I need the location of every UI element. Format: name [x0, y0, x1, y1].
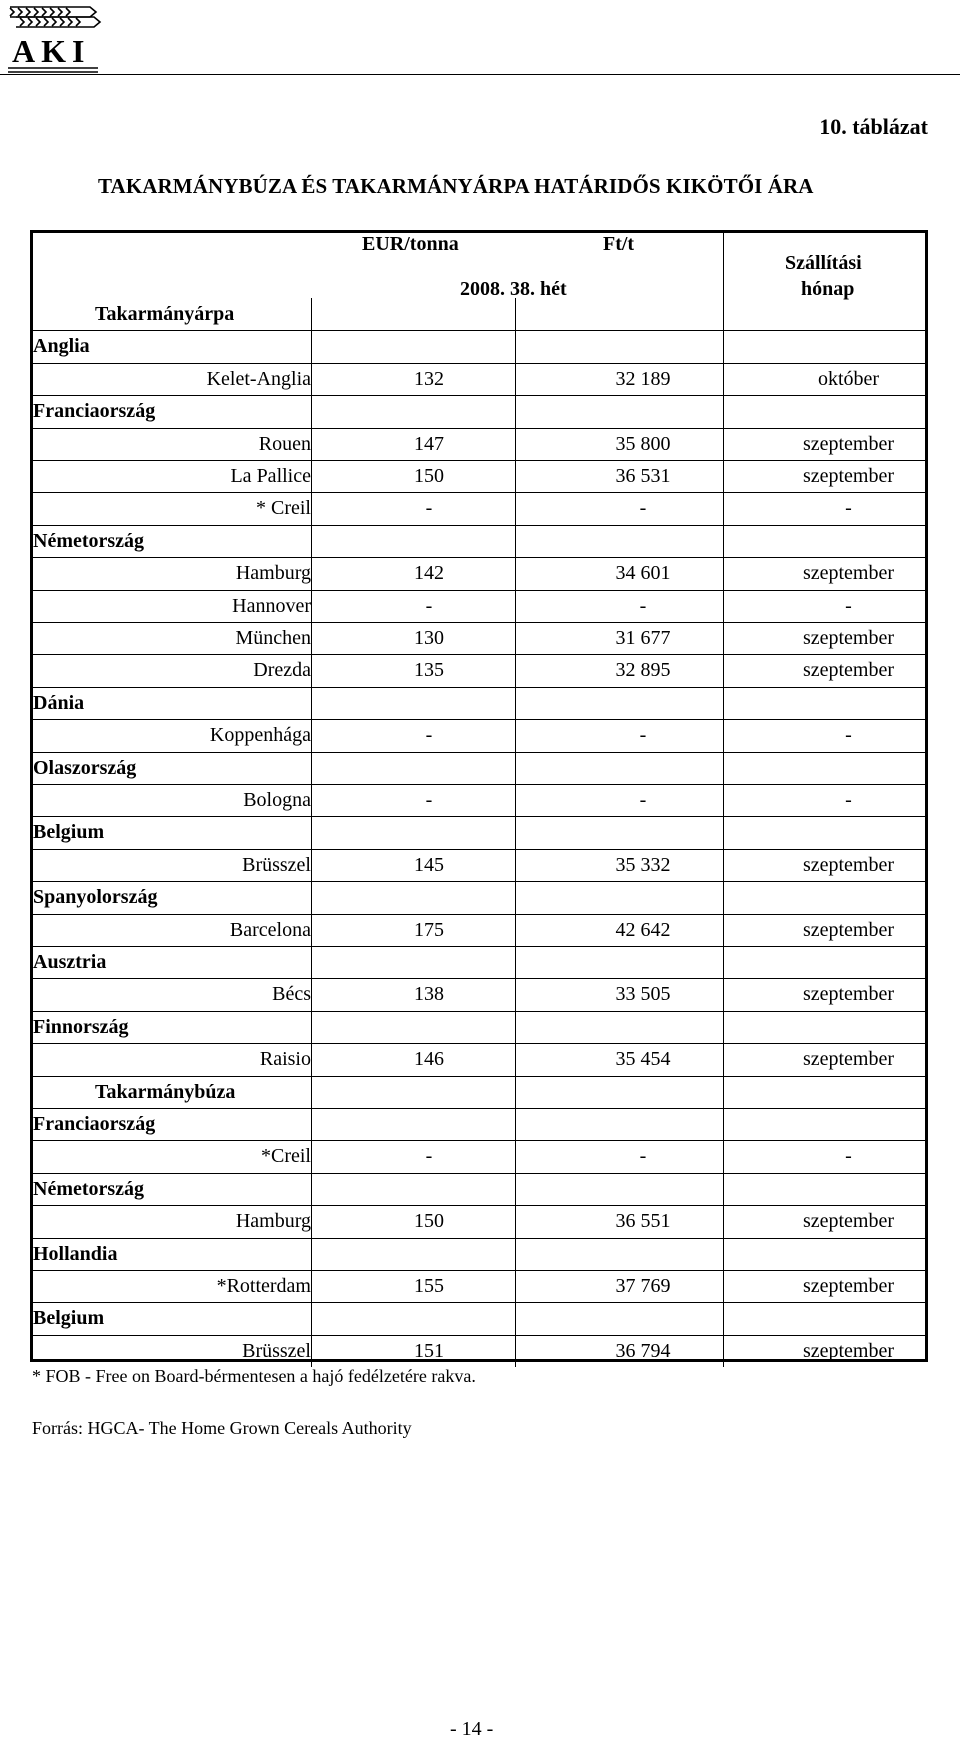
- table-row: [33, 590, 926, 622]
- price-ft: 31 677: [615, 627, 671, 649]
- column-divider: [311, 1076, 312, 1108]
- price-ft: 36 794: [615, 1339, 671, 1362]
- price-eur: 151: [414, 1339, 444, 1362]
- column-divider: [515, 1238, 516, 1270]
- country-label: Ausztria: [33, 951, 107, 973]
- country-label: Spanyolország: [33, 886, 158, 909]
- column-divider: [515, 978, 516, 1010]
- column-divider: [311, 492, 312, 524]
- port-city: Brüsszel: [242, 1339, 311, 1362]
- column-divider: [311, 719, 312, 751]
- row-divider: [33, 881, 926, 882]
- column-divider: [311, 622, 312, 654]
- table-row: [33, 784, 926, 816]
- price-eur: 150: [414, 465, 444, 487]
- price-eur: -: [425, 497, 433, 520]
- header-week: 2008. 38. hét: [460, 278, 567, 300]
- footnote: * FOB - Free on Board-bérmentesen a hajó fedélzetére rakva.: [32, 1366, 476, 1386]
- port-city: *Rotterdam: [216, 1275, 311, 1297]
- price-eur: -: [425, 1145, 433, 1168]
- column-divider: [723, 849, 724, 881]
- port-city: La Pallice: [230, 465, 311, 487]
- delivery-month: szeptember: [802, 853, 895, 876]
- port-city: Barcelona: [229, 918, 311, 941]
- column-divider: [723, 1011, 724, 1043]
- column-divider: [311, 1011, 312, 1043]
- country-label: Belgium: [33, 1307, 105, 1330]
- price-ft: -: [639, 789, 647, 811]
- price-ft: -: [639, 724, 647, 747]
- country-label: Olaszország: [33, 756, 137, 779]
- table-row: [33, 654, 926, 686]
- country-label: Franciaország: [33, 400, 156, 423]
- country-row: [33, 1238, 926, 1270]
- price-eur: 146: [414, 1048, 444, 1071]
- column-divider: [515, 525, 516, 557]
- column-divider: [311, 784, 312, 816]
- source-note: Forrás: HGCA- The Home Grown Cereals Authority: [32, 1418, 412, 1438]
- country-row: [33, 395, 926, 427]
- column-divider: [515, 557, 516, 589]
- column-divider: [311, 1140, 312, 1172]
- table-row: [33, 914, 926, 946]
- country-label: Franciaország: [33, 1113, 156, 1135]
- column-divider: [723, 1140, 724, 1172]
- delivery-month: szeptember: [802, 627, 895, 649]
- delivery-month: szeptember: [802, 1048, 895, 1071]
- column-divider: [515, 1205, 516, 1237]
- column-divider: [311, 1270, 312, 1302]
- column-divider: [311, 428, 312, 460]
- delivery-month: -: [845, 1145, 852, 1168]
- country-row: [33, 687, 926, 719]
- country-label: Hollandia: [33, 1242, 118, 1265]
- aki-logo: [2, 2, 112, 78]
- column-divider: [515, 330, 516, 362]
- price-ft: 35 800: [615, 432, 671, 455]
- delivery-month: szeptember: [802, 432, 895, 455]
- price-ft: 32 189: [615, 367, 671, 390]
- column-divider: [723, 298, 724, 330]
- price-eur: 130: [414, 627, 444, 649]
- table-row: [33, 1043, 926, 1075]
- column-divider: [515, 784, 516, 816]
- table-row: [33, 1205, 926, 1237]
- column-divider: [311, 1335, 312, 1367]
- column-divider: [311, 1238, 312, 1270]
- column-divider: [311, 460, 312, 492]
- column-divider: [515, 1270, 516, 1302]
- table-row: [33, 978, 926, 1010]
- price-ft: 36 551: [615, 1210, 671, 1233]
- delivery-month: szeptember: [802, 1339, 895, 1362]
- table-row: [33, 363, 926, 395]
- column-divider: [723, 1205, 724, 1237]
- table-row: [33, 492, 926, 524]
- column-divider: [311, 298, 312, 330]
- row-divider: [33, 1302, 926, 1303]
- delivery-month: szeptember: [802, 1210, 895, 1233]
- column-divider: [723, 395, 724, 427]
- column-divider: [515, 428, 516, 460]
- country-row: [33, 1302, 926, 1334]
- column-divider: [515, 881, 516, 913]
- port-city: Hannover: [232, 594, 311, 617]
- price-eur: 145: [414, 853, 444, 876]
- column-divider: [515, 654, 516, 686]
- port-city: Kelet-Anglia: [206, 367, 311, 390]
- column-divider: [311, 1173, 312, 1205]
- column-divider: [515, 1108, 516, 1140]
- price-eur: 132: [414, 367, 444, 390]
- column-divider: [515, 946, 516, 978]
- price-ft: -: [639, 497, 647, 520]
- country-row: [33, 881, 926, 913]
- page-title: TAKARMÁNYBÚZA ÉS TAKARMÁNYÁRPA HATÁRIDŐS KIKÖTŐI ÁRA: [98, 174, 814, 198]
- column-divider: [515, 492, 516, 524]
- price-ft: 35 454: [615, 1048, 671, 1071]
- country-label: Belgium: [33, 821, 105, 844]
- country-label: Finnország: [33, 1015, 129, 1038]
- port-city: Raisio: [259, 1048, 311, 1071]
- column-divider: [723, 525, 724, 557]
- column-divider: [723, 330, 724, 362]
- column-divider: [515, 1173, 516, 1205]
- row-divider: [33, 946, 926, 947]
- header-month-line1: Szállítási: [785, 252, 862, 274]
- column-divider: [723, 590, 724, 622]
- price-ft: 37 769: [615, 1275, 671, 1297]
- column-divider: [723, 428, 724, 460]
- country-label: Dánia: [33, 691, 85, 714]
- delivery-month: -: [845, 497, 852, 520]
- table-row: [33, 428, 926, 460]
- column-divider: [311, 590, 312, 622]
- column-divider: [723, 622, 724, 654]
- column-divider: [311, 1043, 312, 1075]
- price-eur: 150: [414, 1210, 444, 1233]
- column-divider: [723, 914, 724, 946]
- country-label: Németország: [33, 529, 145, 552]
- price-ft: -: [639, 594, 647, 617]
- column-divider: [723, 881, 724, 913]
- row-divider: [33, 1011, 926, 1012]
- column-divider: [311, 363, 312, 395]
- country-label: Anglia: [33, 335, 90, 358]
- column-divider: [723, 719, 724, 751]
- price-eur: -: [425, 789, 433, 811]
- column-divider: [723, 557, 724, 589]
- column-divider: [723, 1043, 724, 1075]
- price-eur: 147: [414, 432, 444, 455]
- price-ft: -: [639, 1145, 647, 1168]
- column-divider: [723, 687, 724, 719]
- delivery-month: szeptember: [802, 562, 895, 585]
- price-eur: 142: [414, 562, 444, 585]
- column-divider: [515, 1335, 516, 1367]
- column-divider: [723, 752, 724, 784]
- row-divider: [33, 1108, 926, 1109]
- port-city: Koppenhága: [209, 724, 311, 747]
- column-divider: [515, 363, 516, 395]
- country-row: [33, 752, 926, 784]
- column-divider: [311, 330, 312, 362]
- price-ft: 36 531: [615, 465, 671, 487]
- column-divider: [311, 816, 312, 848]
- port-city: Rouen: [258, 432, 311, 455]
- row-divider: [33, 1238, 926, 1239]
- port-city: Bologna: [243, 789, 311, 811]
- country-row: [33, 525, 926, 557]
- country-label: Németország: [33, 1177, 145, 1200]
- column-divider: [515, 460, 516, 492]
- price-eur: -: [425, 724, 433, 747]
- section-label: Takarmánybúza: [95, 1080, 236, 1103]
- delivery-month: szeptember: [802, 659, 895, 682]
- column-divider: [311, 395, 312, 427]
- delivery-month: -: [845, 789, 852, 811]
- price-eur: 138: [414, 983, 444, 1006]
- row-divider: [33, 1173, 926, 1174]
- column-divider: [311, 849, 312, 881]
- column-divider: [515, 1076, 516, 1108]
- column-divider: [723, 978, 724, 1010]
- country-row: [33, 946, 926, 978]
- table-number: 10. táblázat: [819, 114, 928, 139]
- table-row: [33, 719, 926, 751]
- price-ft: 35 332: [615, 853, 671, 876]
- header-rule: [0, 74, 960, 75]
- country-row: [33, 816, 926, 848]
- table-row: [33, 460, 926, 492]
- column-divider: [311, 946, 312, 978]
- price-ft: 34 601: [615, 562, 671, 585]
- column-divider: [311, 654, 312, 686]
- port-city: * Creil: [256, 497, 311, 520]
- table-row: [33, 557, 926, 589]
- price-eur: 135: [414, 659, 444, 682]
- column-divider: [311, 752, 312, 784]
- column-divider: [723, 946, 724, 978]
- row-divider: [33, 687, 926, 688]
- port-city: München: [235, 627, 311, 649]
- column-divider: [311, 687, 312, 719]
- row-divider: [33, 330, 926, 331]
- header-eur: EUR/tonna: [362, 233, 459, 255]
- table-row: [33, 1140, 926, 1172]
- country-row: [33, 1173, 926, 1205]
- port-city: Brüsszel: [242, 853, 311, 876]
- column-divider: [723, 1108, 724, 1140]
- column-divider: [311, 978, 312, 1010]
- column-divider: [311, 557, 312, 589]
- section-row: [33, 1076, 926, 1108]
- column-divider: [515, 590, 516, 622]
- column-divider: [723, 784, 724, 816]
- port-city: Hamburg: [235, 562, 311, 585]
- column-divider: [311, 1205, 312, 1237]
- column-divider: [515, 1140, 516, 1172]
- row-divider: [33, 752, 926, 753]
- column-divider: [515, 816, 516, 848]
- section-row: [33, 298, 926, 330]
- delivery-month: -: [845, 724, 852, 747]
- column-divider: [515, 622, 516, 654]
- header-divider: [723, 233, 724, 307]
- price-ft: 42 642: [615, 918, 671, 941]
- column-divider: [311, 881, 312, 913]
- price-ft: 33 505: [615, 983, 671, 1006]
- column-divider: [723, 1076, 724, 1108]
- row-divider: [33, 525, 926, 526]
- column-divider: [723, 654, 724, 686]
- column-divider: [723, 1173, 724, 1205]
- column-divider: [311, 1108, 312, 1140]
- column-divider: [515, 849, 516, 881]
- port-city: Bécs: [272, 983, 311, 1006]
- delivery-month: szeptember: [802, 983, 895, 1006]
- svg-text:AKI: AKI: [12, 33, 91, 69]
- column-divider: [311, 525, 312, 557]
- row-divider: [33, 816, 926, 817]
- country-row: [33, 1011, 926, 1043]
- price-eur: -: [425, 594, 433, 617]
- port-city: Hamburg: [235, 1210, 311, 1233]
- column-divider: [723, 492, 724, 524]
- column-divider: [515, 1302, 516, 1334]
- header-ft: Ft/t: [603, 233, 635, 255]
- row-divider: [33, 395, 926, 396]
- delivery-month: -: [845, 594, 852, 617]
- port-city: *Creil: [261, 1145, 311, 1168]
- header-month-line2: hónap: [801, 278, 855, 300]
- column-divider: [311, 1302, 312, 1334]
- column-divider: [515, 687, 516, 719]
- delivery-month: október: [817, 367, 880, 390]
- price-eur: 155: [414, 1275, 444, 1297]
- delivery-month: szeptember: [802, 918, 895, 941]
- table-row: [33, 849, 926, 881]
- column-divider: [723, 1238, 724, 1270]
- country-row: [33, 1108, 926, 1140]
- column-divider: [723, 1270, 724, 1302]
- column-divider: [515, 914, 516, 946]
- column-divider: [723, 1335, 724, 1367]
- column-divider: [723, 460, 724, 492]
- column-divider: [515, 395, 516, 427]
- column-divider: [723, 816, 724, 848]
- delivery-month: szeptember: [802, 465, 895, 487]
- country-row: [33, 330, 926, 362]
- port-city: Drezda: [253, 659, 311, 682]
- delivery-month: szeptember: [802, 1275, 895, 1297]
- table-row: [33, 1270, 926, 1302]
- column-divider: [515, 298, 516, 330]
- page-number: - 14 -: [450, 1718, 494, 1740]
- section-label: Takarmányárpa: [95, 303, 235, 325]
- column-divider: [515, 1011, 516, 1043]
- price-ft: 32 895: [615, 659, 671, 682]
- column-divider: [723, 1302, 724, 1334]
- column-divider: [311, 914, 312, 946]
- column-divider: [515, 1043, 516, 1075]
- table-row: [33, 622, 926, 654]
- table-row: [33, 1335, 926, 1367]
- column-divider: [515, 752, 516, 784]
- column-divider: [515, 719, 516, 751]
- column-divider: [723, 363, 724, 395]
- price-eur: 175: [414, 918, 444, 941]
